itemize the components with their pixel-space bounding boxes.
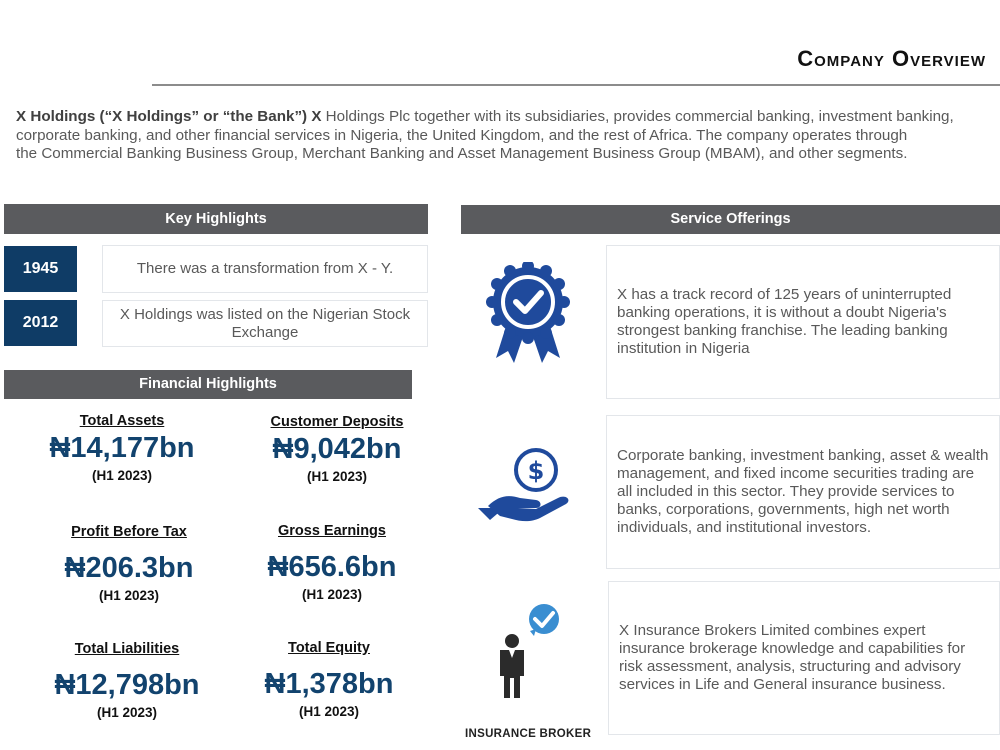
highlight-year-2012: 2012: [4, 300, 77, 346]
intro-bold-lead: X Holdings (“X Holdings” or “the Bank”) X: [16, 108, 322, 125]
svg-text:$: $: [527, 457, 545, 485]
metric-value: ₦14,177bn: [49, 432, 195, 464]
insurance-broker-icon: [490, 602, 566, 702]
metric-value: ₦12,798bn: [54, 669, 200, 701]
award-badge-icon: [486, 262, 570, 370]
metric-label: Customer Deposits: [270, 414, 404, 430]
highlight-text-1945: There was a transformation from X - Y.: [102, 245, 428, 293]
service-item-banking-track-record: [606, 245, 1000, 399]
metric-customer-deposits: [237, 414, 437, 484]
intro-paragraph: [16, 108, 1000, 164]
metric-value: ₦1,378bn: [264, 668, 394, 700]
metric-value: ₦656.6bn: [267, 551, 397, 583]
service-item-text: Corporate banking, investment banking, asset & wealth management, and fixed income securities trading are all included in this sector. They provide services to banks, corporations, governments, high net worth individuals, and institutional investors.: [617, 447, 989, 536]
hand-dollar-icon: [474, 446, 574, 524]
metric-value: ₦206.3bn: [64, 552, 194, 584]
service-item-corporate-investment-banking: [606, 415, 1000, 569]
metric-profit-before-tax: [29, 524, 229, 603]
financial-highlights-header: Financial Highlights: [4, 370, 412, 399]
page-title: Company Overview: [797, 46, 986, 71]
metric-value: ₦9,042bn: [272, 433, 402, 465]
service-item-text: X Insurance Brokers Limited combines expert insurance brokerage knowledge and capabilities for risk assessment, analysis, structuring and advisory services in Life and General insurance business.: [619, 622, 966, 693]
metric-period: (H1 2023): [301, 587, 363, 602]
key-highlights-header: Key Highlights: [4, 204, 428, 234]
metric-period: (H1 2023): [306, 469, 368, 484]
metric-label: Total Equity: [288, 640, 370, 656]
metric-period: (H1 2023): [91, 468, 153, 483]
metric-label: Profit Before Tax: [71, 524, 187, 540]
metric-period: (H1 2023): [298, 704, 360, 719]
intro-line-2: corporate banking, and other financial services in Nigeria, the United Kingdom, and the rest of Africa. The company operates through: [16, 126, 908, 144]
metric-total-equity: [229, 640, 429, 719]
metric-period: (H1 2023): [98, 588, 160, 603]
metric-label: Total Assets: [79, 413, 165, 429]
service-item-insurance-brokers: [608, 581, 1000, 735]
service-offerings-header: Service Offerings: [461, 205, 1000, 234]
intro-line-1: Holdings Plc together with its subsidiaries, provides commercial banking, investment banking,: [321, 108, 954, 125]
metric-total-assets: [22, 413, 222, 483]
metric-total-liabilities: [27, 641, 227, 720]
intro-line-3: the Commercial Banking Business Group, Merchant Banking and Asset Management Business Group (MBAM), and other segments.: [16, 145, 908, 162]
metric-gross-earnings: [232, 523, 432, 602]
metric-label: Gross Earnings: [278, 523, 386, 539]
metric-period: (H1 2023): [96, 705, 158, 720]
metric-label: Total Liabilities: [74, 641, 180, 657]
title-divider: [152, 84, 1000, 86]
service-item-text: X has a track record of 125 years of uninterrupted banking operations, it is without a doubt Nigeria's strongest banking franchise. The leading banking institution in Nigeria: [617, 286, 952, 357]
highlight-text-2012: X Holdings was listed on the Nigerian Stock Exchange: [102, 300, 428, 347]
insurance-broker-caption: INSURANCE BROKER: [465, 728, 592, 740]
highlight-year-1945: 1945: [4, 246, 77, 292]
